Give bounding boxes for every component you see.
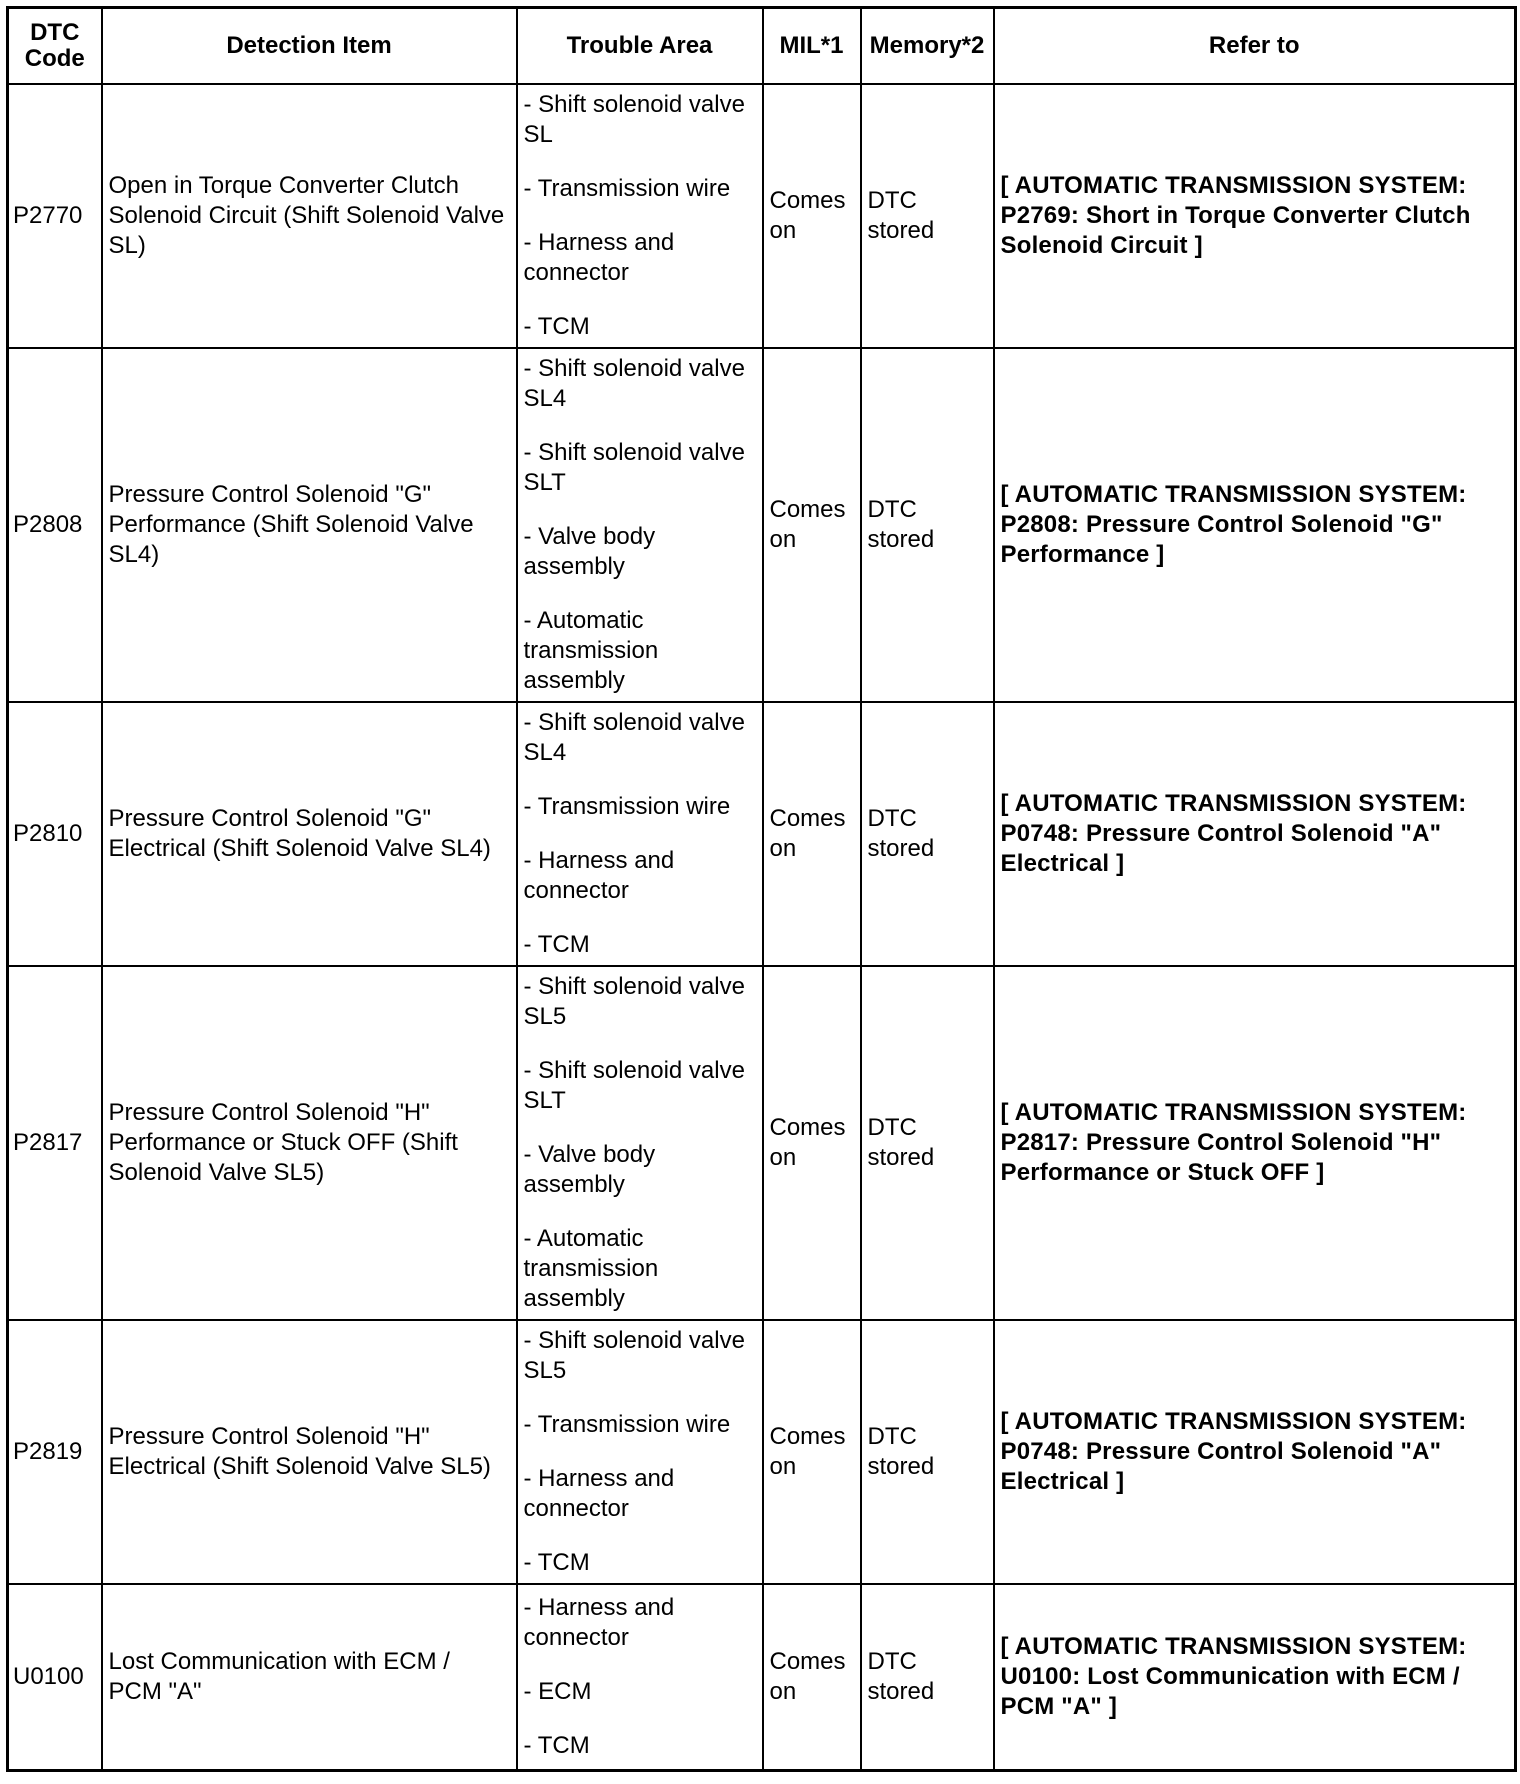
trouble-area-item: - Shift solenoid valve SL4 — [523, 355, 745, 412]
mil-cell: Comes on — [763, 348, 861, 702]
trouble-area-list — [524, 1326, 756, 1578]
trouble-area-item: - Shift solenoid valve SLT — [523, 439, 745, 496]
header-memory: Memory*2 — [861, 8, 994, 85]
trouble-area-list — [524, 972, 756, 1314]
dtc-code-cell: P2817 — [8, 966, 102, 1320]
trouble-area-item: - Transmission wire — [523, 175, 731, 202]
refer-to-cell: [ AUTOMATIC TRANSMISSION SYSTEM: P0748: Pressure Control Solenoid "A" Electrical ] — [994, 1320, 1516, 1584]
detection-item-cell: Pressure Control Solenoid "H" Performance or Stuck OFF (Shift Solenoid Valve SL5) — [102, 966, 517, 1320]
trouble-area-item: - Valve body assembly — [523, 1141, 656, 1198]
dtc-code-cell: P2808 — [8, 348, 102, 702]
trouble-area-list — [524, 708, 756, 960]
trouble-area-item: - TCM — [523, 931, 590, 958]
table-body — [8, 84, 1516, 1771]
trouble-area-item: - Shift solenoid valve SL — [523, 91, 745, 148]
header-row — [8, 8, 1516, 85]
dtc-table — [6, 6, 1517, 1772]
trouble-area-item: - TCM — [523, 1732, 590, 1759]
trouble-area-item: - Transmission wire — [523, 793, 731, 820]
header-dtc-code-line2: Code — [24, 45, 85, 72]
trouble-area-item: - ECM — [523, 1678, 592, 1705]
detection-item-cell: Pressure Control Solenoid "G" Electrical (Shift Solenoid Valve SL4) — [102, 702, 517, 966]
mil-cell: Comes on — [763, 1584, 861, 1771]
refer-to-cell: [ AUTOMATIC TRANSMISSION SYSTEM: P0748: Pressure Control Solenoid "A" Electrical ] — [994, 702, 1516, 966]
dtc-code-cell: P2770 — [8, 84, 102, 348]
refer-to-cell: [ AUTOMATIC TRANSMISSION SYSTEM: P2769: Short in Torque Converter Clutch Solenoid Circuit ] — [994, 84, 1516, 348]
header-dtc-code — [8, 8, 102, 85]
mil-cell: Comes on — [763, 966, 861, 1320]
detection-item-cell: Open in Torque Converter Clutch Solenoid Circuit (Shift Solenoid Valve SL) — [102, 84, 517, 348]
trouble-area-cell — [517, 966, 763, 1320]
trouble-area-cell — [517, 1584, 763, 1771]
table-header — [8, 8, 1516, 85]
trouble-area-cell — [517, 348, 763, 702]
dtc-code-cell: P2810 — [8, 702, 102, 966]
trouble-area-item: - Shift solenoid valve SL5 — [523, 973, 745, 1030]
refer-to-cell: [ AUTOMATIC TRANSMISSION SYSTEM: U0100: Lost Communication with ECM / PCM "A" ] — [994, 1584, 1516, 1771]
memory-cell: DTC stored — [861, 702, 994, 966]
table-row — [8, 84, 1516, 348]
mil-cell: Comes on — [763, 702, 861, 966]
header-detection-item: Detection Item — [102, 8, 517, 85]
trouble-area-item: - Automatic transmission assembly — [523, 607, 659, 694]
dtc-code-cell: P2819 — [8, 1320, 102, 1584]
trouble-area-cell — [517, 702, 763, 966]
dtc-code-cell: U0100 — [8, 1584, 102, 1771]
trouble-area-item: - Valve body assembly — [523, 523, 656, 580]
header-dtc-code-line1: DTC — [30, 19, 80, 46]
trouble-area-item: - Harness and connector — [523, 1594, 675, 1651]
trouble-area-item: - Harness and connector — [523, 229, 675, 286]
memory-cell: DTC stored — [861, 966, 994, 1320]
table-row — [8, 1320, 1516, 1584]
trouble-area-item: - Shift solenoid valve SLT — [523, 1057, 745, 1114]
trouble-area-list — [524, 1593, 756, 1761]
trouble-area-item: - TCM — [523, 1549, 590, 1576]
table-row — [8, 966, 1516, 1320]
table-row — [8, 702, 1516, 966]
memory-cell: DTC stored — [861, 1320, 994, 1584]
trouble-area-cell — [517, 1320, 763, 1584]
trouble-area-list — [524, 90, 756, 342]
table-row — [8, 348, 1516, 702]
mil-cell: Comes on — [763, 1320, 861, 1584]
mil-cell: Comes on — [763, 84, 861, 348]
trouble-area-cell — [517, 84, 763, 348]
detection-item-cell: Pressure Control Solenoid "G" Performance (Shift Solenoid Valve SL4) — [102, 348, 517, 702]
trouble-area-item: - Transmission wire — [523, 1411, 731, 1438]
header-refer-to: Refer to — [994, 8, 1516, 85]
trouble-area-item: - Harness and connector — [523, 1465, 675, 1522]
refer-to-cell: [ AUTOMATIC TRANSMISSION SYSTEM: P2808: Pressure Control Solenoid "G" Performance ] — [994, 348, 1516, 702]
detection-item-cell: Pressure Control Solenoid "H" Electrical (Shift Solenoid Valve SL5) — [102, 1320, 517, 1584]
memory-cell: DTC stored — [861, 348, 994, 702]
trouble-area-item: - Automatic transmission assembly — [523, 1225, 659, 1312]
trouble-area-item: - TCM — [523, 313, 590, 340]
header-mil: MIL*1 — [763, 8, 861, 85]
memory-cell: DTC stored — [861, 84, 994, 348]
table-row — [8, 1584, 1516, 1771]
trouble-area-list — [524, 354, 756, 696]
memory-cell: DTC stored — [861, 1584, 994, 1771]
header-trouble-area: Trouble Area — [517, 8, 763, 85]
detection-item-cell: Lost Communication with ECM / PCM "A" — [102, 1584, 517, 1771]
trouble-area-item: - Shift solenoid valve SL5 — [523, 1327, 745, 1384]
refer-to-cell: [ AUTOMATIC TRANSMISSION SYSTEM: P2817: Pressure Control Solenoid "H" Performance or Stuck OFF ] — [994, 966, 1516, 1320]
trouble-area-item: - Harness and connector — [523, 847, 675, 904]
trouble-area-item: - Shift solenoid valve SL4 — [523, 709, 745, 766]
